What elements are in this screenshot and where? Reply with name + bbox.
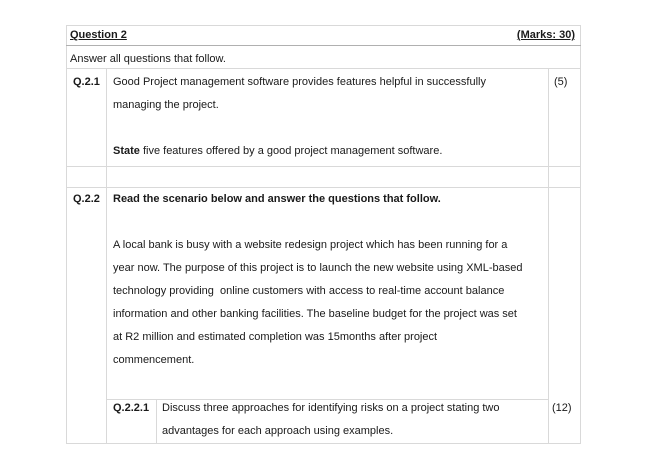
- scenario-line: commencement.: [113, 354, 195, 366]
- border-right: [580, 25, 581, 444]
- q21-state-rest: five features offered by a good project management software.: [139, 145, 443, 157]
- q21-marks: (5): [554, 76, 568, 88]
- scenario-line: at R2 million and estimated completion was 15months after project: [113, 331, 438, 343]
- q22-number: Q.2.2: [73, 193, 100, 205]
- column-divider-number: [106, 68, 107, 444]
- row-divider: [66, 68, 581, 69]
- border-top: [66, 25, 581, 26]
- q221-number: Q.2.2.1: [113, 402, 150, 414]
- q221-marks: (12): [552, 402, 572, 414]
- q21-instruction: [113, 144, 442, 158]
- column-divider-subnumber: [156, 399, 157, 444]
- q21-line-1: Good Project management software provides features helpful in successfully: [113, 76, 486, 88]
- total-marks: (Marks: 30): [516, 29, 575, 41]
- q21-line-2: managing the project.: [113, 99, 219, 111]
- row-divider: [106, 399, 549, 400]
- q221-line-2: advantages for each approach using examples.: [162, 425, 394, 437]
- q22-heading: Read the scenario below and answer the questions that follow.: [113, 193, 441, 205]
- border-bottom: [66, 443, 581, 444]
- row-divider: [66, 187, 581, 188]
- scenario-line: information and other banking facilities. The baseline budget for the project was set: [113, 308, 517, 320]
- border-left: [66, 25, 67, 444]
- question-title: Question 2: [70, 29, 127, 41]
- row-divider: [66, 45, 581, 46]
- column-divider-marks: [548, 68, 549, 444]
- instruction-text: Answer all questions that follow.: [70, 53, 226, 65]
- q21-state-word: State: [113, 145, 140, 157]
- scenario-line: A local bank is busy with a website redesign project which has been running for a: [113, 239, 508, 251]
- scenario-line: technology providing online customers with access to real-time account balance: [113, 285, 505, 297]
- q221-line-1: Discuss three approaches for identifying risks on a project stating two: [162, 402, 500, 414]
- question-sheet: [66, 25, 581, 444]
- row-divider: [66, 166, 581, 167]
- q21-number: Q.2.1: [73, 76, 100, 88]
- scenario-line: year now. The purpose of this project is to launch the new website using XML-based: [113, 262, 523, 274]
